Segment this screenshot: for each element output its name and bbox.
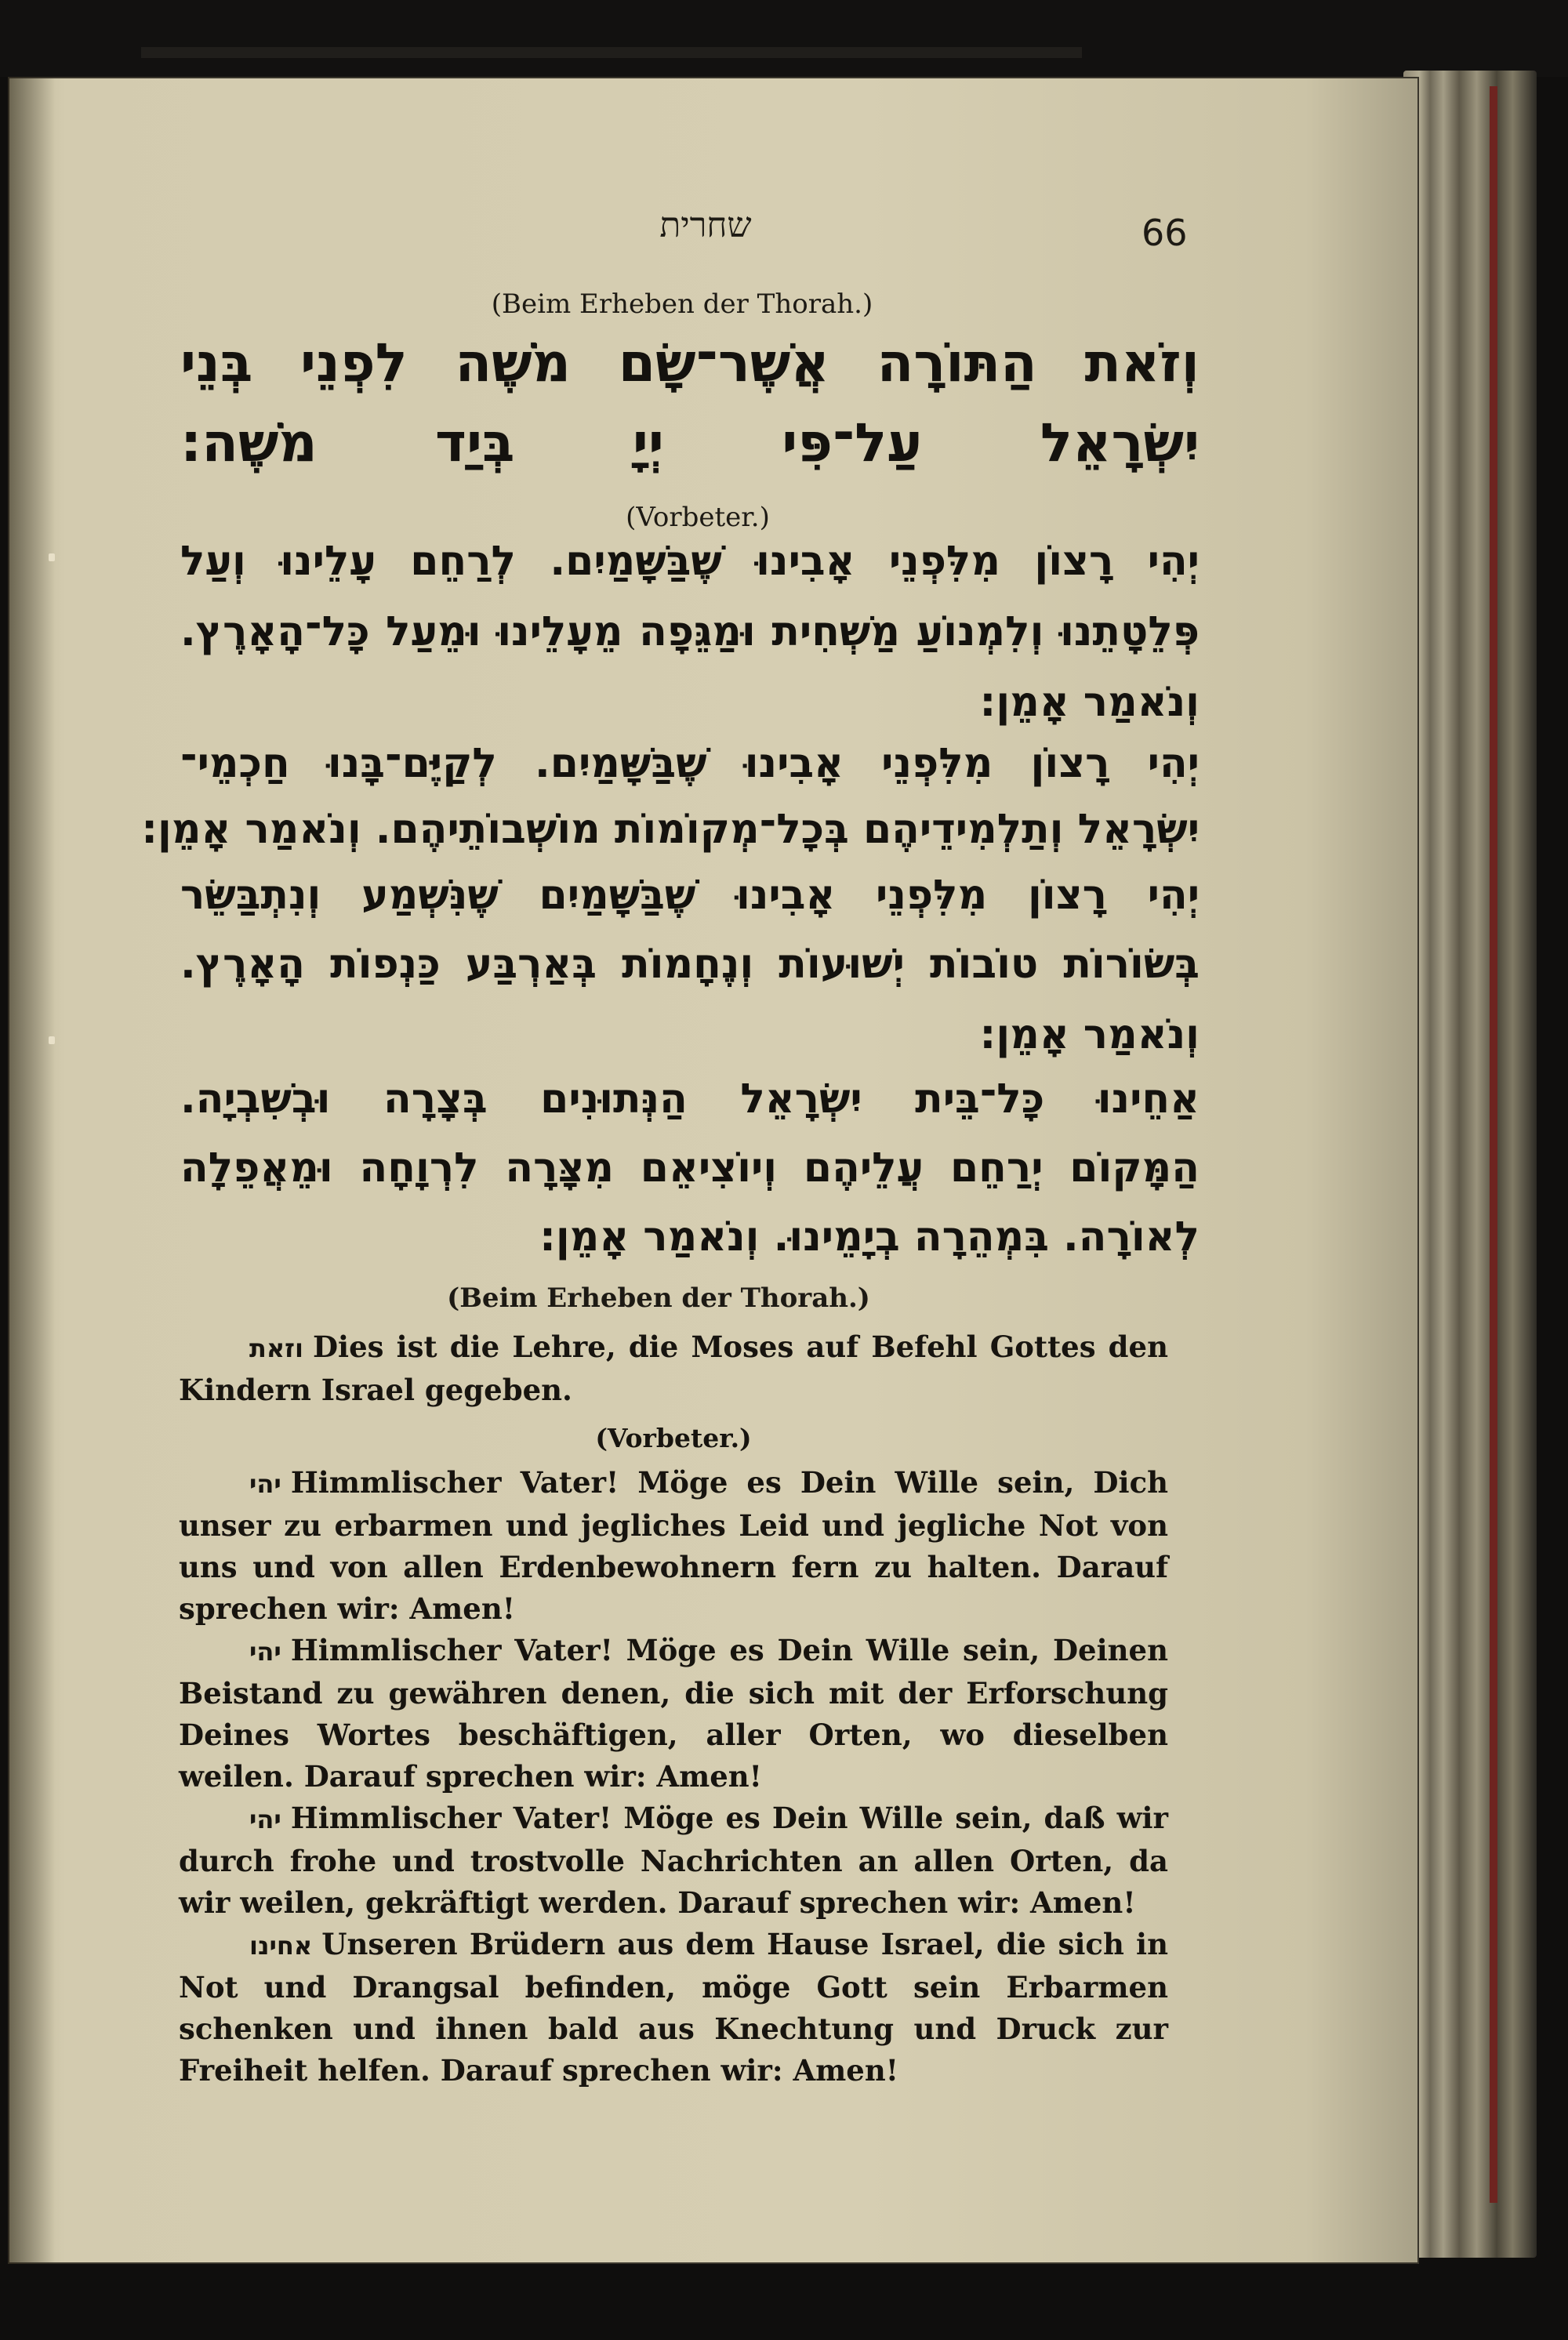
running-header-hebrew: שחרית: [659, 205, 752, 245]
hebrew-torah-line-1: וְזֹאת הַתּוֹרָה אֲשֶׁר־שָׂם מֹשֶׁה לִפְנֵי בְּנֵי: [180, 332, 1200, 394]
hebrew-keyword-marker: אחינו: [249, 1931, 313, 1961]
hebrew-prayer-line: הַמָּקוֹם יְרַחֵם עֲלֵיהֶם וְיוֹצִיאֵם מִצָּרָה לִרְוָחָה וּמֵאֲפֵלָה: [180, 1145, 1200, 1192]
margin-mark: [49, 553, 55, 561]
german-paragraph-2: [179, 1462, 1168, 1630]
scan-artifact: [141, 47, 1082, 58]
german-paragraph-text: Himmlischer Vater! Möge es Dein Wille sein, daß wir durch frohe und trostvolle Nachrichten an allen Orten, da wir weilen, gekräftigt werden. Darauf sprechen wir: Amen!: [179, 1801, 1168, 1920]
hebrew-torah-line-2: יִשְׂרָאֵל עַל־פִּי יְיָ בְּיַד מֹשֶׁה:: [180, 412, 1200, 474]
hebrew-prayer-line: פְּלֵטָתֵנוּ וְלִמְנוֹעַ מַשְׁחִית וּמַגֵּפָה מֵעָלֵינוּ וּמֵעַל כָּל־הָאָרֶץ.: [180, 608, 1200, 655]
german-paragraph-text: Himmlischer Vater! Möge es Dein Wille sein, Dich unser zu erbarmen und jegliches Leid und jegliche Not von uns und von allen Erdenbewohnern fern zu halten. Darauf sprechen wir: Amen!: [179, 1465, 1168, 1626]
margin-mark: [49, 1036, 55, 1044]
caption-vorbeter-hebrew: (Vorbeter.): [626, 502, 770, 533]
page-number: 66: [1142, 212, 1188, 254]
hebrew-prayer-line: לְאוֹרָה. בִּמְהֵרָה בְיָמֵינוּ. וְנֹאמַר אָמֵן:: [539, 1214, 1200, 1261]
german-paragraph-4: [179, 1798, 1168, 1924]
caption-vorbeter-german: (Vorbeter.): [595, 1423, 752, 1453]
caption-torah-raising-german: (Beim Erheben der Thorah.): [447, 1282, 870, 1314]
german-paragraph-1: [179, 1326, 1168, 1411]
hebrew-prayer-line: יְהִי רָצוֹן מִלִּפְנֵי אָבִינוּ שֶׁבַּשָּׁמַיִם שֶׁנִּשְׁמַע וְנִתְבַּשֵּׂר: [180, 872, 1200, 919]
hebrew-keyword-marker: יהי: [249, 1805, 281, 1834]
hebrew-keyword-marker: יהי: [249, 1637, 281, 1667]
hebrew-prayer-line: וְנֹאמַר אָמֵן:: [979, 1011, 1200, 1058]
german-paragraph-3: [179, 1630, 1168, 1798]
german-translation: [179, 1326, 1168, 2091]
hebrew-prayer-line: יִשְׂרָאֵל וְתַלְמִידֵיהֶם בְּכָל־מְקוֹמוֹת מוֹשְׁבוֹתֵיהֶם. וְנֹאמַר אָמֵן:: [141, 806, 1200, 853]
hebrew-prayer-line: וְנֹאמַר אָמֵן:: [979, 679, 1200, 726]
german-paragraph-5: [179, 1924, 1168, 2091]
german-paragraph-text: Himmlischer Vater! Möge es Dein Wille sein, Deinen Beistand zu gewähren denen, die sich mit der Erforschung Deines Wortes beschäftigen, aller Orten, wo dieselben weilen. Darauf sprechen wir: Amen!: [179, 1633, 1168, 1794]
hebrew-prayer-line: יְהִי רָצוֹן מִלִּפְנֵי אָבִינוּ שֶׁבַּשָּׁמַיִם. לְקַיֶּם־בָּנוּ חַכְמֵי־: [180, 740, 1200, 787]
hebrew-prayer-line: יְהִי רָצוֹן מִלִּפְנֵי אָבִינוּ שֶׁבַּשָּׁמַיִם. לְרַחֵם עָלֵינוּ וְעַל: [180, 538, 1200, 585]
caption-torah-raising-hebrew: (Beim Erheben der Thorah.): [491, 288, 873, 320]
scan-top-border: [0, 0, 1568, 77]
hebrew-keyword-marker: יהי: [249, 1469, 281, 1499]
hebrew-prayer-line: בְּשׂוֹרוֹת טוֹבוֹת יְשׁוּעוֹת וְנֶחָמוֹת בְּאַרְבַּע כַּנְפוֹת הָאָרֶץ.: [180, 941, 1200, 988]
book-red-edge: [1490, 86, 1497, 2203]
german-paragraph-text: Dies ist die Lehre, die Moses auf Befehl Gottes den Kindern Israel gegeben.: [179, 1330, 1168, 1407]
spine-shadow: [8, 77, 55, 2264]
hebrew-keyword-marker: וזאת: [249, 1333, 303, 1363]
hebrew-prayer-line: אַחֵינוּ כָּל־בֵּית יִשְׂרָאֵל הַנְּתוּנִים בְּצָרָה וּבְשִׁבְיָה.: [180, 1076, 1200, 1123]
book-page-edges: [1403, 71, 1537, 2258]
german-paragraph-text: Unseren Brüdern aus dem Hause Israel, die sich in Not und Drangsal befinden, möge Gott sein Erbarmen schenken und ihnen bald aus Knechtung und Druck zur Freiheit helfen. Darauf sprechen wir: Amen!: [179, 1927, 1168, 2088]
